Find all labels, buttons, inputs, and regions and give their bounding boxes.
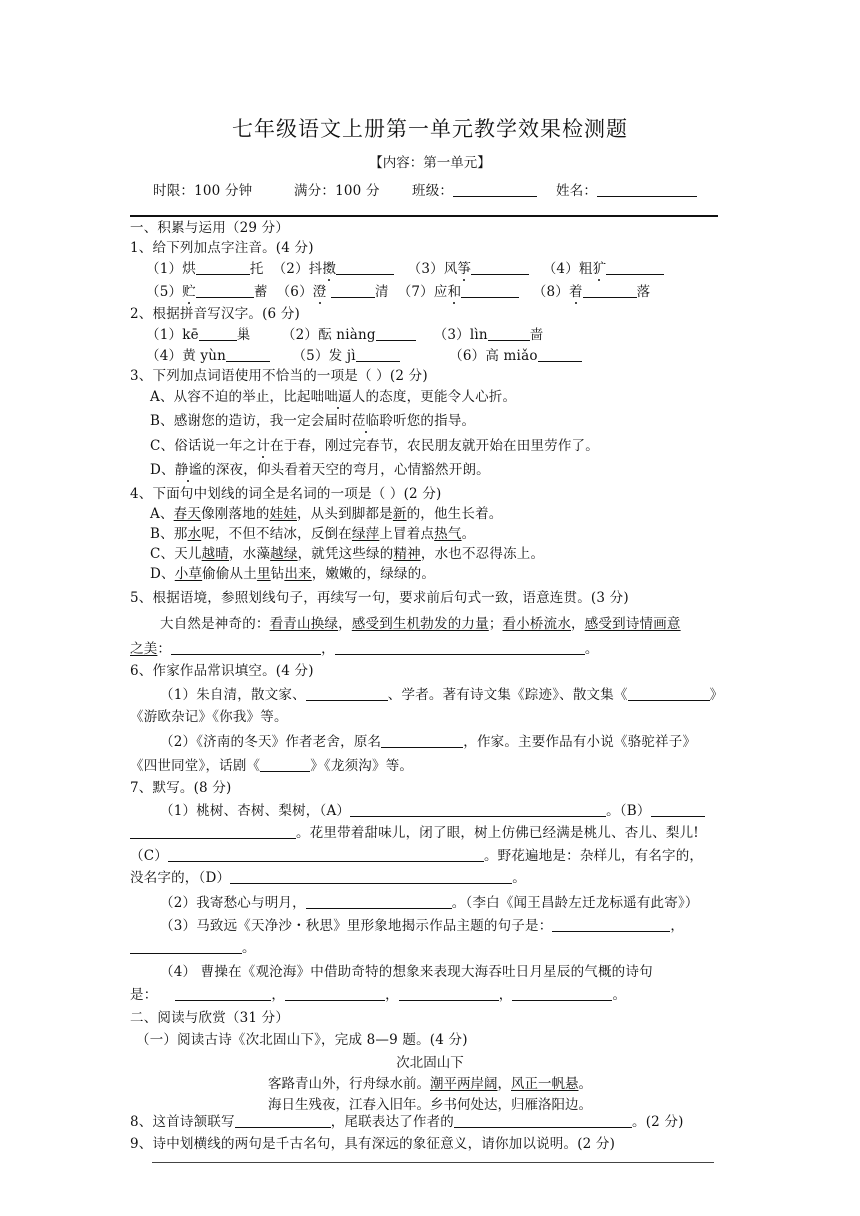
time-limit: 时限：100 分钟	[153, 183, 253, 199]
q7-line-3[interactable]: （C） 。野花遍地是：杂样儿，有名字的，	[130, 848, 704, 864]
q1-row2: （5）贮 蓄 （6）澄 清 （7）应和 （8）着 落	[146, 284, 651, 300]
poem-line-1: 客路青山外，行舟绿水前。潮平两岸阔，风正一帆悬。	[268, 1076, 592, 1092]
q9-stem: 9、诗中划横线的两句是千古名句，具有深远的象征意义，请你加以说明。(2 分)	[130, 1136, 616, 1152]
q4-option-c: C、天儿越晴，水藻越绿，就凭这些绿的精神，水也不忍得冻上。	[150, 546, 545, 562]
section-1-heading: 一、积累与运用（29 分）	[130, 220, 290, 236]
q6-line-4: 《四世同堂》，话剧《 》《龙须沟》等。	[130, 758, 414, 774]
poem-line-2: 海日生残夜，江春入旧年。乡书何处达，归雁洛阳边。	[268, 1097, 592, 1113]
q5-context-line: 大自然是神奇的：看青山换绿，感受到生机勃发的力量；看小桥流水，感受到诗情画意	[160, 616, 681, 632]
q4-stem: 4、下面句中划线的词全是名词的一项是（ ）(2 分)	[130, 486, 442, 502]
q4-option-a: A、春天像刚落地的娃娃，从头到脚都是新的，他生长着。	[150, 506, 503, 522]
q7-line-2[interactable]: 。花里带着甜味儿，闭了眼，树上仿佛已经满是桃儿、杏儿、梨儿!	[130, 824, 699, 842]
q4-option-b: B、那水呢，不但不结冰，反倒在绿萍上冒着点热气。	[150, 526, 476, 542]
q4-option-d: D、小草偷偷从土里钻出来，嫩嫩的，绿绿的。	[150, 566, 436, 582]
section-2-heading: 二、阅读与欣赏（31 分）	[130, 1010, 290, 1026]
q6-line-3: （2）《济南的冬天》作者老舍，原名 ，作家。主要作品有小说《骆驼祥子》	[160, 734, 697, 750]
q3-option-a: A、从容不迫的举止，比起咄咄逼人的态度，更能令人心折。	[150, 389, 517, 405]
q3-stem: 3、下列加点词语使用不恰当的一项是（ ）(2 分)	[130, 368, 428, 384]
q3-option-d: D、静谧的深夜，仰头看着天空的弯月，心情豁然开朗。	[150, 462, 490, 478]
header-rule	[130, 215, 718, 217]
q1-row1: （1）烘 托 （2）抖擞 （3）风筝 （4）粗犷	[146, 260, 664, 278]
q7-line-5[interactable]: （2）我寄愁心与明月， 。（李白《闻王昌龄左迁龙标遥有此寄》）	[160, 895, 699, 911]
q7-line-4[interactable]: 没名字的，（D） 。	[130, 870, 526, 886]
q2-row2: （4）黄 yùn （5）发 jì （6）高 miǎo	[146, 347, 582, 365]
q2-row1: （1）kē 巢 （2）酝 niàng （3）lìn 啬	[146, 327, 544, 343]
q7-line-1[interactable]: （1）桃树、杏树、梨树，（A） 。（B）	[160, 802, 705, 820]
full-score: 满分：100 分	[294, 183, 380, 199]
q7-line-9[interactable]: 是： ， ， ， 。	[130, 987, 627, 1003]
page-title: 七年级语文上册第一单元教学效果检测题	[232, 117, 628, 141]
q7-stem: 7、默写。(8 分)	[130, 780, 232, 796]
name-field[interactable]: 姓名：	[556, 182, 697, 200]
q6-stem: 6、作家作品常识填空。(4 分)	[130, 663, 314, 679]
part-1-heading: （一）阅读古诗《次北固山下》，完成 8—9 题。(4 分)	[136, 1032, 468, 1048]
q5-answer-line[interactable]: 之美： ， 。	[130, 641, 599, 657]
q3-option-c: C、俗话说一年之计在于春，刚过完春节，农民朋友就开始在田里劳作了。	[150, 438, 599, 454]
q2-stem: 2、根据拼音写汉字。(6 分)	[130, 306, 301, 322]
q9-answer-line[interactable]	[152, 1162, 714, 1163]
q7-line-8: （4） 曹操在《观沧海》中借助奇特的想象来表现大海吞吐日月星辰的气概的诗句	[160, 964, 653, 980]
q7-line-6[interactable]: （3）马致远《天净沙・秋思》里形象地揭示作品主题的句子是： ，	[160, 918, 685, 934]
q1-stem: 1、给下列加点字注音。(4 分)	[130, 240, 314, 256]
content-scope: 【内容：第一单元】	[369, 155, 491, 171]
q5-stem: 5、根据语境，参照划线句子，再续写一句，要求前后句式一致，语意连贯。(3 分)	[130, 590, 629, 606]
q7-line-7[interactable]: 。	[130, 939, 256, 957]
q6-line-1: （1）朱自清，散文家、 、学者。著有诗文集《踪迹》、散文集《 》	[160, 687, 724, 703]
q8[interactable]: 8、这首诗颔联写 ，尾联表达了作者的 。(2 分)	[130, 1114, 684, 1130]
poem-title: 次北固山下	[396, 1055, 464, 1071]
q6-line-2: 《游欧杂记》《你我》等。	[130, 709, 288, 725]
q3-option-b: B、感谢您的造访，我一定会届时莅临聆听您的指导。	[150, 413, 476, 429]
class-field[interactable]: 班级：	[412, 182, 537, 200]
